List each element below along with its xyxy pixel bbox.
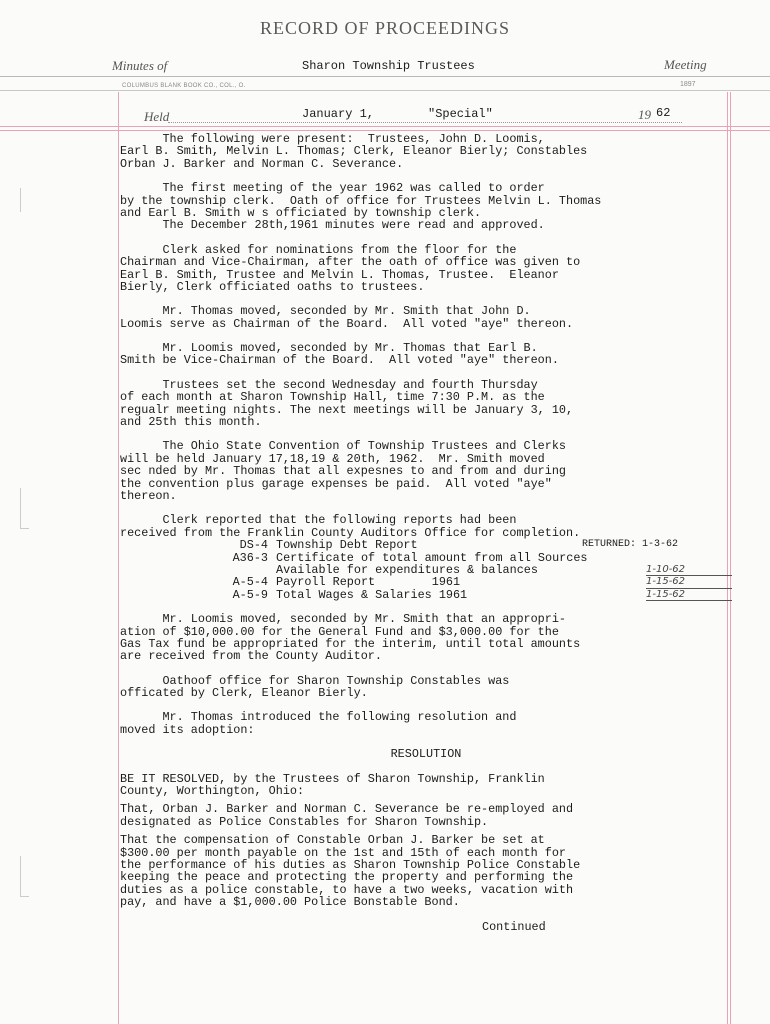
text-line: The December 28th,1961 minutes were read and approved.	[120, 218, 545, 233]
report-description: Available for expenditures & balances	[276, 562, 538, 577]
text-line: Mr. Loomis moved, seconded by Mr. Thomas that Earl B.	[120, 341, 538, 356]
text-line: and Earl B. Smith w s officiated by township clerk.	[120, 205, 482, 220]
text-line: Clerk asked for nominations from the floor for the	[120, 242, 517, 257]
binder-tick-1	[20, 488, 29, 529]
text-line: That the compensation of Constable Orban J. Barker be set at	[120, 833, 545, 848]
text-line: The first meeting of the year 1962 was called to order	[120, 181, 545, 196]
text-line: That, Orban J. Barker and Norman C. Severance be re-employed and	[120, 802, 574, 817]
paragraph-vice-chairman	[120, 342, 732, 367]
page-title: RECORD OF PROCEEDINGS	[259, 18, 511, 38]
text-line: Gas Tax fund be appropriated for the interim, until total amounts	[120, 636, 581, 651]
text-line: ation of $10,000.00 for the General Fund and $3,000.00 for the	[120, 624, 559, 639]
paragraph-resolution-intro	[120, 711, 732, 736]
meeting-date: January 1,	[302, 107, 375, 121]
text-line: duties as a police constable, to have a two weeks, vacation with	[120, 882, 574, 897]
binder-tick-2	[20, 188, 29, 212]
text-line: received from the Franklin County Auditors Office for completion.	[120, 525, 581, 540]
report-returned: 1-15-62	[646, 589, 732, 601]
text-line: officated by Clerk, Eleanor Bierly.	[120, 686, 368, 701]
text-line: by the township clerk. Oath of office for Trustees Melvin L. Thomas	[120, 193, 602, 208]
report-description: Total Wages & Salaries 1961	[276, 587, 468, 602]
report-returned: RETURNED: 1-3-62	[582, 539, 679, 551]
header-rule-top	[0, 76, 770, 77]
paragraph-appropriation	[120, 613, 732, 663]
paragraph-attendance	[120, 133, 732, 170]
paragraph-compensation	[120, 834, 732, 908]
text-line: of each month at Sharon Township Hall, time 7:30 P.M. as the	[120, 390, 545, 405]
paragraph-constables-reemployed	[120, 803, 732, 828]
report-row	[120, 539, 732, 551]
meeting-label: Meeting	[664, 57, 707, 72]
text-line: keeping the peace and protecting the property and performing the	[120, 870, 574, 885]
special-label: "Special"	[428, 107, 493, 121]
paragraph-convention	[120, 440, 732, 502]
report-row	[120, 589, 732, 601]
text-line: The following were present: Trustees, John D. Loomis,	[120, 132, 545, 146]
printer-imprint: COLUMBUS BLANK BOOK CO., COL., O.	[122, 83, 246, 89]
text-line: sec nded by Mr. Thomas that all expesnes to and from and during	[120, 464, 566, 479]
paragraph-nominations	[120, 244, 732, 294]
year-prefix: 19	[638, 107, 651, 122]
paragraph-constable-oath	[120, 675, 732, 700]
text-line: The Ohio State Convention of Township Trustees and Clerks	[120, 439, 566, 454]
text-line: Clerk reported that the following reports had been	[120, 513, 517, 528]
text-line: Smith be Vice-Chairman of the Board. All voted "aye" thereon.	[120, 353, 559, 368]
text-line: Orban J. Barker and Norman C. Severance.	[120, 156, 404, 171]
paragraph-chairman	[120, 305, 732, 330]
year-suffix: 62	[656, 106, 671, 120]
text-line: are received from the County Auditor.	[120, 649, 382, 664]
header-rule-mid	[0, 90, 770, 91]
text-line: pay, and have a $1,000.00 Police Bonstable Bond.	[120, 895, 460, 910]
report-description: Township Debt Report	[276, 538, 418, 553]
binder-tick-3	[20, 856, 29, 897]
text-line: Mr. Thomas introduced the following resolution and	[120, 710, 517, 725]
paragraph-be-it-resolved	[120, 773, 732, 798]
text-line: County, Worthington, Ohio:	[120, 784, 305, 799]
text-line: Oathoof office for Sharon Township Constables was	[120, 673, 510, 688]
text-line: moved its adoption:	[120, 722, 255, 737]
text-line: regualr meeting nights. The next meetings will be January 3, 10,	[120, 402, 574, 417]
text-line: and 25th this month.	[120, 415, 262, 430]
report-code: A36-3	[232, 550, 268, 565]
minutes-of-label: Minutes of	[112, 58, 168, 73]
text-line: Mr. Thomas moved, seconded by Mr. Smith that John D.	[120, 304, 531, 319]
text-line: Earl B. Smith, Melvin L. Thomas; Clerk, Eleanor Bierly; Constables	[120, 144, 588, 159]
text-line: thereon.	[120, 488, 177, 503]
report-returned: 1-15-62	[646, 576, 732, 588]
reports-list	[120, 539, 732, 601]
text-line: the performance of his duties as Sharon Township Police Constable	[120, 857, 581, 872]
text-line: Bierly, Clerk officiated oaths to trustees.	[120, 279, 425, 294]
resolution-heading: RESOLUTION	[390, 747, 462, 762]
report-code: A-5-9	[232, 587, 268, 602]
report-row	[120, 576, 732, 588]
minutes-body	[120, 133, 732, 933]
pink-rule-top	[0, 126, 770, 127]
report-code: A-5-4	[232, 575, 268, 590]
report-description: Payroll Report 1961	[276, 575, 461, 590]
text-line: $300.00 per month payable on the 1st and 15th of each month for	[120, 845, 566, 860]
text-line: Chairman and Vice-Chairman, after the oath of office was given to	[120, 255, 581, 270]
text-line: the convention plus garage expenses be paid. All voted "aye"	[120, 476, 552, 491]
pink-rule-bottom	[0, 130, 770, 131]
text-line: Earl B. Smith, Trustee and Melvin L. Thomas, Trustee. Eleanor	[120, 267, 559, 282]
continued-label: Continued	[482, 919, 546, 934]
text-line: Trustees set the second Wednesday and fourth Thursday	[120, 377, 538, 392]
paragraph-reports	[120, 514, 732, 539]
text-line: Mr. Loomis moved, seconded by Mr. Smith that an appropri-	[120, 612, 566, 627]
report-description: Certificate of total amount from all Sources	[276, 550, 588, 565]
report-returned: 1-10-62	[646, 564, 732, 576]
paragraph-meeting-schedule	[120, 379, 732, 429]
held-dotted-line	[168, 122, 682, 123]
board-name: Sharon Township Trustees	[302, 59, 475, 73]
text-line: will be held January 17,18,19 & 20th, 1962. Mr. Smith moved	[120, 451, 545, 466]
form-number: 1897	[680, 81, 696, 88]
held-label: Held	[144, 109, 170, 124]
text-line: designated as Police Constables for Sharon Township.	[120, 814, 489, 829]
left-margin-line	[118, 92, 119, 1024]
text-line: Loomis serve as Chairman of the Board. All voted "aye" thereon.	[120, 316, 574, 331]
report-code: DS-4	[239, 538, 268, 553]
text-line: BE IT RESOLVED, by the Trustees of Sharon Township, Franklin	[120, 771, 545, 786]
paragraph-call-to-order	[120, 182, 732, 232]
